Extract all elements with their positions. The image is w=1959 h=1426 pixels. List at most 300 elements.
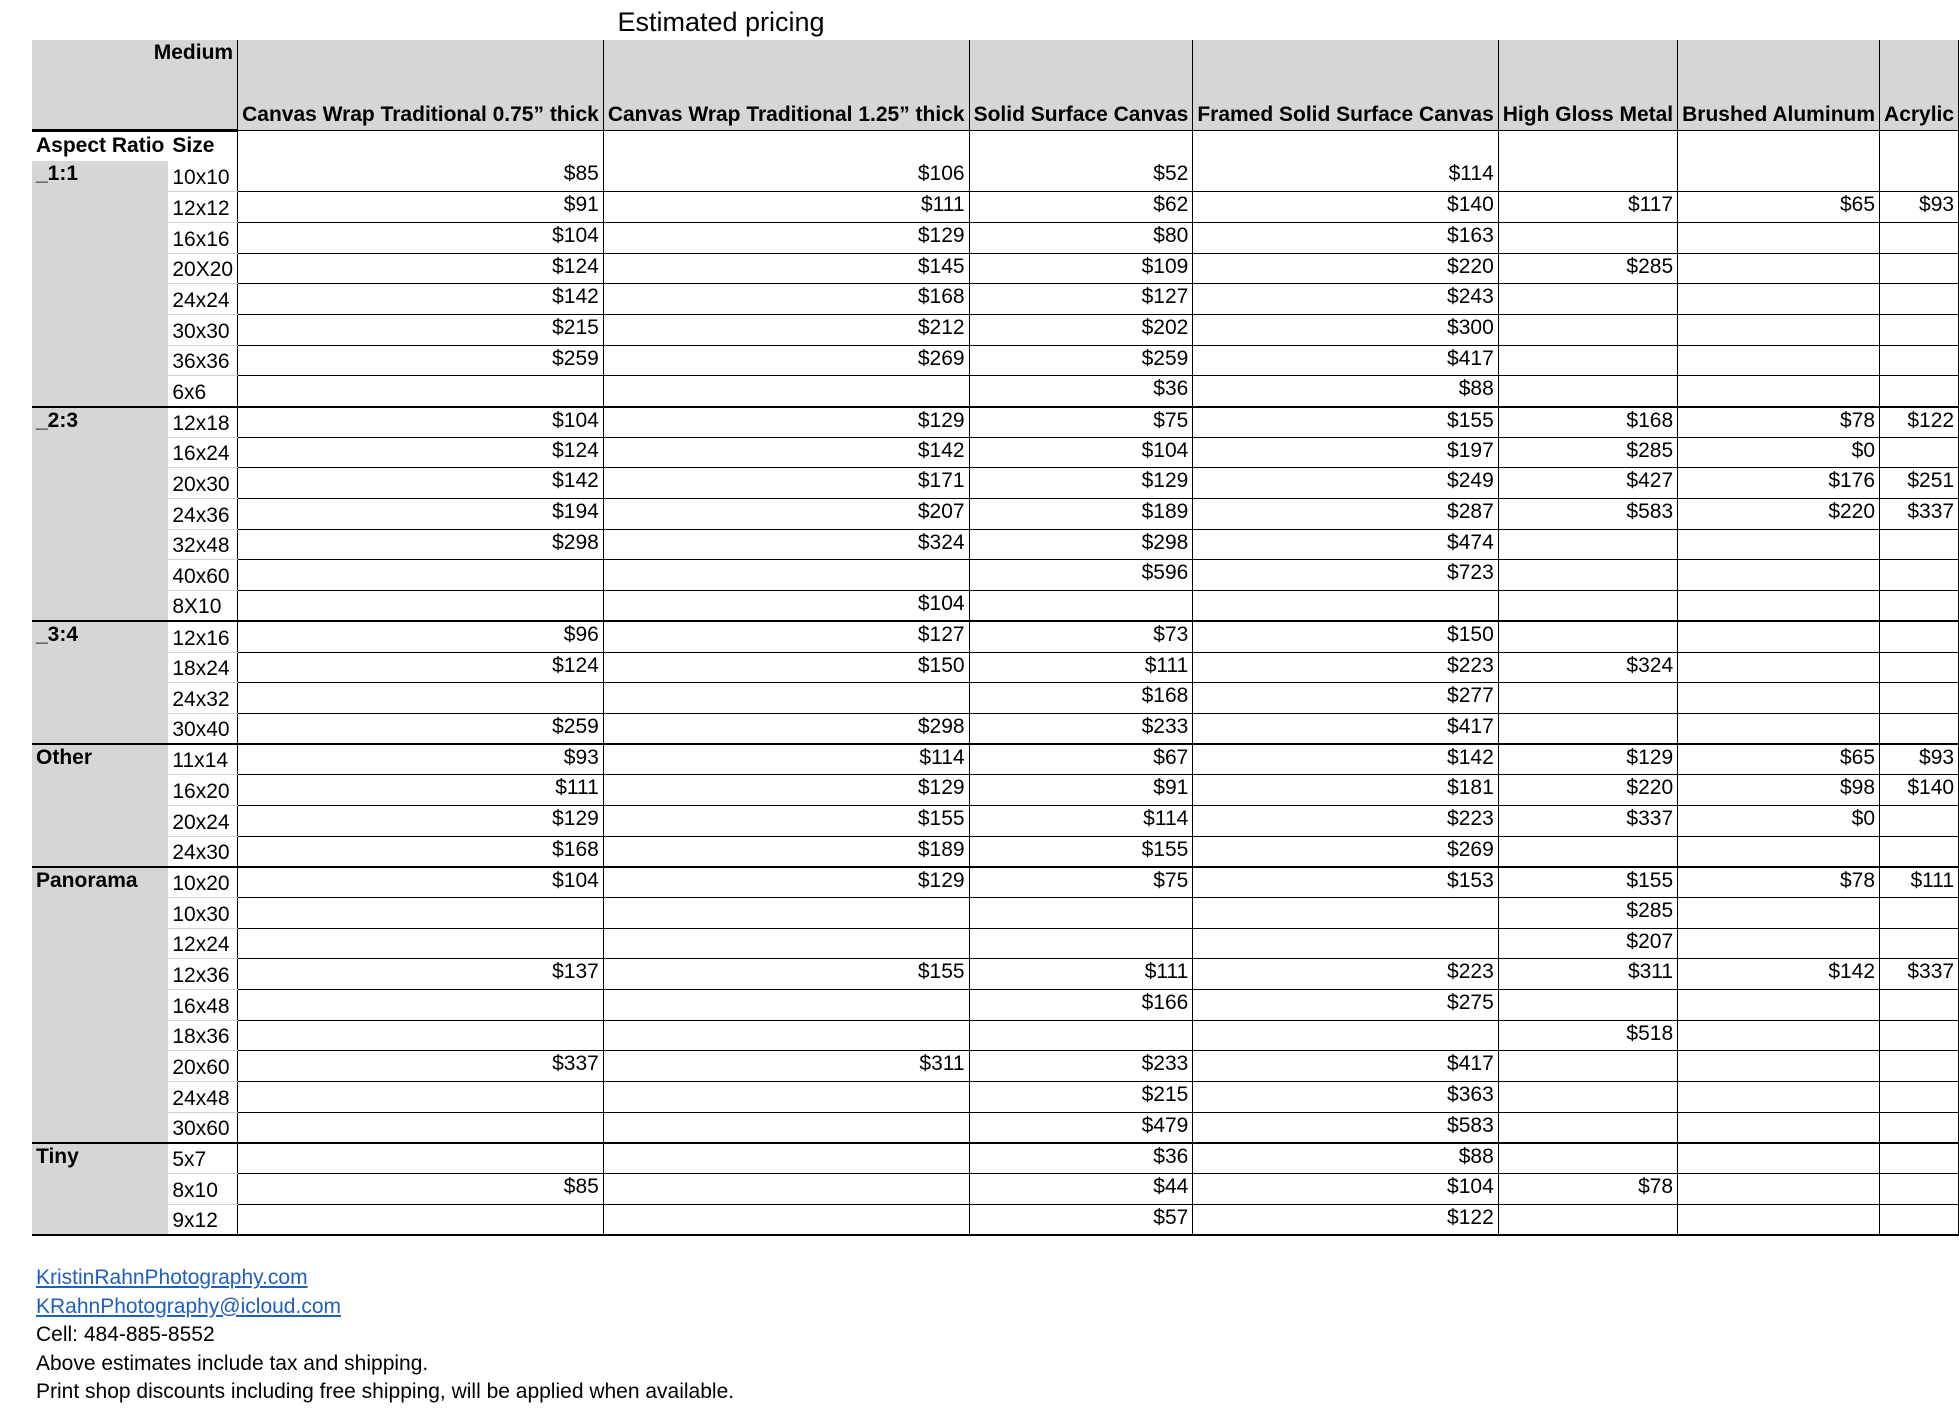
- price-cell-high-gloss-metal: $583: [1498, 499, 1677, 530]
- price-cell-brushed-aluminum: [1678, 529, 1880, 560]
- size-cell: 10x20: [168, 867, 237, 898]
- price-cell-canvas-wrap-125: [603, 898, 969, 929]
- column-header-acrylic: Acrylic: [1880, 40, 1959, 130]
- price-cell-brushed-aluminum: [1678, 1112, 1880, 1143]
- price-cell-brushed-aluminum: [1678, 1082, 1880, 1113]
- column-header-solid-surface-canvas: Solid Surface Canvas: [969, 40, 1193, 130]
- price-cell-canvas-wrap-075: $259: [238, 345, 604, 376]
- price-cell-canvas-wrap-075: $168: [238, 836, 604, 867]
- price-cell-brushed-aluminum: [1678, 652, 1880, 683]
- price-cell-solid-surface-canvas: $75: [969, 407, 1193, 438]
- size-cell: 20x60: [168, 1051, 237, 1082]
- price-cell-canvas-wrap-075: $104: [238, 407, 604, 438]
- size-cell: 24x48: [168, 1082, 237, 1113]
- size-cell: 24x30: [168, 836, 237, 867]
- size-cell: 24x24: [168, 284, 237, 315]
- empty-cell: [238, 130, 604, 161]
- price-cell-solid-surface-canvas: $111: [969, 652, 1193, 683]
- price-cell-framed-solid-surface: $275: [1193, 990, 1498, 1021]
- price-cell-high-gloss-metal: [1498, 1051, 1677, 1082]
- price-cell-acrylic: [1880, 1143, 1959, 1174]
- column-header-canvas-wrap-075: Canvas Wrap Traditional 0.75” thick: [238, 40, 604, 130]
- table-row: [32, 345, 1959, 376]
- price-cell-high-gloss-metal: $337: [1498, 805, 1677, 836]
- price-cell-brushed-aluminum: [1678, 284, 1880, 315]
- size-cell: 16x20: [168, 775, 237, 806]
- size-cell: 16x48: [168, 990, 237, 1021]
- price-cell-framed-solid-surface: $417: [1193, 1051, 1498, 1082]
- size-cell: 20X20: [168, 253, 237, 284]
- price-cell-canvas-wrap-125: $171: [603, 468, 969, 499]
- price-cell-canvas-wrap-075: $142: [238, 468, 604, 499]
- price-cell-canvas-wrap-125: [603, 1020, 969, 1051]
- page-title: Estimated pricing: [617, 7, 825, 37]
- price-cell-framed-solid-surface: $142: [1193, 744, 1498, 775]
- price-cell-brushed-aluminum: [1678, 376, 1880, 407]
- email-link[interactable]: KRahnPhotography@icloud.com: [36, 1294, 341, 1318]
- price-cell-solid-surface-canvas: $233: [969, 713, 1193, 744]
- table-row: [32, 1174, 1959, 1205]
- subheader-row: [32, 130, 1959, 161]
- price-cell-solid-surface-canvas: $155: [969, 836, 1193, 867]
- price-cell-brushed-aluminum: [1678, 1143, 1880, 1174]
- table-row: [32, 652, 1959, 683]
- price-cell-canvas-wrap-075: [238, 683, 604, 714]
- price-cell-solid-surface-canvas: $36: [969, 376, 1193, 407]
- price-cell-high-gloss-metal: [1498, 1204, 1677, 1235]
- price-cell-canvas-wrap-125: $189: [603, 836, 969, 867]
- size-cell: 12x12: [168, 192, 237, 223]
- price-cell-acrylic: $122: [1880, 407, 1959, 438]
- price-cell-high-gloss-metal: $168: [1498, 407, 1677, 438]
- price-cell-canvas-wrap-125: $114: [603, 744, 969, 775]
- price-cell-acrylic: $337: [1880, 959, 1959, 990]
- price-cell-solid-surface-canvas: $73: [969, 621, 1193, 652]
- price-cell-brushed-aluminum: [1678, 1204, 1880, 1235]
- table-row: [32, 253, 1959, 284]
- price-cell-framed-solid-surface: $153: [1193, 867, 1498, 898]
- size-cell: 36x36: [168, 345, 237, 376]
- price-cell-framed-solid-surface: $114: [1193, 161, 1498, 192]
- price-cell-high-gloss-metal: $311: [1498, 959, 1677, 990]
- table-row: [32, 192, 1959, 223]
- aspect-ratio-group-label: _3:4: [32, 621, 168, 744]
- price-cell-brushed-aluminum: $176: [1678, 468, 1880, 499]
- size-cell: 24x36: [168, 499, 237, 530]
- price-cell-high-gloss-metal: $285: [1498, 253, 1677, 284]
- price-cell-high-gloss-metal: [1498, 990, 1677, 1021]
- price-cell-canvas-wrap-125: $269: [603, 345, 969, 376]
- price-cell-canvas-wrap-125: $298: [603, 713, 969, 744]
- price-cell-canvas-wrap-075: $298: [238, 529, 604, 560]
- price-cell-solid-surface-canvas: $259: [969, 345, 1193, 376]
- medium-label: Medium: [32, 40, 238, 130]
- price-cell-acrylic: $111: [1880, 867, 1959, 898]
- price-cell-framed-solid-surface: $104: [1193, 1174, 1498, 1205]
- price-cell-canvas-wrap-075: [238, 560, 604, 591]
- size-cell: 9x12: [168, 1204, 237, 1235]
- price-cell-high-gloss-metal: $324: [1498, 652, 1677, 683]
- price-cell-brushed-aluminum: [1678, 345, 1880, 376]
- medium-header-row: [32, 40, 1959, 130]
- size-cell: 20x24: [168, 805, 237, 836]
- price-cell-framed-solid-surface: $249: [1193, 468, 1498, 499]
- price-cell-solid-surface-canvas: $104: [969, 437, 1193, 468]
- price-cell-solid-surface-canvas: $57: [969, 1204, 1193, 1235]
- table-row: [32, 867, 1959, 898]
- price-cell-solid-surface-canvas: $215: [969, 1082, 1193, 1113]
- price-cell-brushed-aluminum: $78: [1678, 867, 1880, 898]
- price-cell-canvas-wrap-125: $104: [603, 591, 969, 622]
- website-link[interactable]: KristinRahnPhotography.com: [36, 1266, 308, 1289]
- price-cell-acrylic: $337: [1880, 499, 1959, 530]
- table-row: [32, 683, 1959, 714]
- table-row: [32, 529, 1959, 560]
- price-cell-canvas-wrap-075: $111: [238, 775, 604, 806]
- price-cell-acrylic: [1880, 683, 1959, 714]
- size-cell: 10x10: [168, 161, 237, 192]
- aspect-ratio-group-label: _1:1: [32, 161, 168, 407]
- price-cell-brushed-aluminum: $0: [1678, 805, 1880, 836]
- price-cell-canvas-wrap-125: [603, 1204, 969, 1235]
- price-cell-canvas-wrap-075: [238, 376, 604, 407]
- size-cell: 11x14: [168, 744, 237, 775]
- price-cell-framed-solid-surface: $140: [1193, 192, 1498, 223]
- price-cell-acrylic: [1880, 437, 1959, 468]
- price-cell-acrylic: [1880, 345, 1959, 376]
- price-cell-framed-solid-surface: [1193, 591, 1498, 622]
- price-cell-solid-surface-canvas: [969, 591, 1193, 622]
- price-cell-brushed-aluminum: [1678, 1051, 1880, 1082]
- price-cell-brushed-aluminum: [1678, 683, 1880, 714]
- price-cell-canvas-wrap-075: $104: [238, 867, 604, 898]
- price-cell-solid-surface-canvas: $189: [969, 499, 1193, 530]
- price-cell-acrylic: [1880, 1020, 1959, 1051]
- price-cell-high-gloss-metal: [1498, 1082, 1677, 1113]
- price-cell-canvas-wrap-075: $124: [238, 437, 604, 468]
- price-cell-canvas-wrap-125: $129: [603, 775, 969, 806]
- price-cell-canvas-wrap-125: $311: [603, 1051, 969, 1082]
- table-row: [32, 713, 1959, 744]
- price-cell-solid-surface-canvas: $127: [969, 284, 1193, 315]
- price-cell-brushed-aluminum: [1678, 898, 1880, 929]
- price-cell-solid-surface-canvas: $91: [969, 775, 1193, 806]
- price-cell-brushed-aluminum: [1678, 1174, 1880, 1205]
- size-cell: 16x16: [168, 222, 237, 253]
- price-cell-high-gloss-metal: [1498, 621, 1677, 652]
- price-cell-brushed-aluminum: $142: [1678, 959, 1880, 990]
- price-cell-high-gloss-metal: $427: [1498, 468, 1677, 499]
- table-row: [32, 836, 1959, 867]
- column-header-framed-solid-surface: Framed Solid Surface Canvas: [1193, 40, 1498, 130]
- price-cell-canvas-wrap-075: [238, 928, 604, 959]
- price-cell-brushed-aluminum: [1678, 928, 1880, 959]
- price-cell-framed-solid-surface: $363: [1193, 1082, 1498, 1113]
- price-cell-brushed-aluminum: [1678, 253, 1880, 284]
- price-cell-framed-solid-surface: [1193, 1020, 1498, 1051]
- size-cell: 18x24: [168, 652, 237, 683]
- price-cell-canvas-wrap-075: $259: [238, 713, 604, 744]
- price-cell-framed-solid-surface: $243: [1193, 284, 1498, 315]
- price-cell-canvas-wrap-075: $104: [238, 222, 604, 253]
- price-cell-solid-surface-canvas: $80: [969, 222, 1193, 253]
- price-cell-framed-solid-surface: $223: [1193, 959, 1498, 990]
- price-cell-high-gloss-metal: $155: [1498, 867, 1677, 898]
- price-cell-high-gloss-metal: [1498, 591, 1677, 622]
- price-cell-canvas-wrap-125: [603, 1143, 969, 1174]
- discount-note: Print shop discounts including free shipping, will be applied when available.: [36, 1380, 735, 1404]
- price-cell-canvas-wrap-125: [603, 1112, 969, 1143]
- table-row: [32, 437, 1959, 468]
- size-label: Size: [172, 134, 215, 158]
- size-cell: 6x6: [168, 376, 237, 407]
- price-cell-framed-solid-surface: $277: [1193, 683, 1498, 714]
- price-cell-acrylic: [1880, 222, 1959, 253]
- price-cell-canvas-wrap-125: $142: [603, 437, 969, 468]
- price-cell-solid-surface-canvas: $75: [969, 867, 1193, 898]
- price-cell-acrylic: [1880, 805, 1959, 836]
- price-cell-solid-surface-canvas: $52: [969, 161, 1193, 192]
- price-cell-acrylic: $93: [1880, 744, 1959, 775]
- price-cell-acrylic: [1880, 1112, 1959, 1143]
- price-cell-canvas-wrap-075: [238, 1020, 604, 1051]
- price-cell-high-gloss-metal: $518: [1498, 1020, 1677, 1051]
- price-cell-high-gloss-metal: $129: [1498, 744, 1677, 775]
- size-cell: 8X10: [168, 591, 237, 622]
- price-cell-canvas-wrap-075: $194: [238, 499, 604, 530]
- price-cell-framed-solid-surface: [1193, 928, 1498, 959]
- tax-shipping-note: Above estimates include tax and shipping.: [36, 1351, 429, 1375]
- price-cell-framed-solid-surface: $474: [1193, 529, 1498, 560]
- price-cell-framed-solid-surface: $163: [1193, 222, 1498, 253]
- price-cell-solid-surface-canvas: $109: [969, 253, 1193, 284]
- price-cell-canvas-wrap-075: [238, 898, 604, 929]
- price-cell-brushed-aluminum: [1678, 1020, 1880, 1051]
- size-cell: 12x36: [168, 959, 237, 990]
- price-cell-canvas-wrap-075: [238, 591, 604, 622]
- price-cell-framed-solid-surface: $723: [1193, 560, 1498, 591]
- price-cell-canvas-wrap-075: $93: [238, 744, 604, 775]
- size-cell: 12x24: [168, 928, 237, 959]
- table-row: [32, 560, 1959, 591]
- aspect-ratio-group-label: Tiny: [32, 1143, 168, 1235]
- price-cell-acrylic: [1880, 529, 1959, 560]
- price-cell-high-gloss-metal: [1498, 161, 1677, 192]
- price-cell-canvas-wrap-075: $142: [238, 284, 604, 315]
- table-row: [32, 775, 1959, 806]
- price-cell-solid-surface-canvas: $67: [969, 744, 1193, 775]
- size-cell: 40x60: [168, 560, 237, 591]
- size-cell: 16x24: [168, 437, 237, 468]
- contact-footer: [36, 1264, 734, 1407]
- price-cell-acrylic: [1880, 1204, 1959, 1235]
- table-row: [32, 1020, 1959, 1051]
- price-cell-canvas-wrap-125: $106: [603, 161, 969, 192]
- price-cell-high-gloss-metal: [1498, 345, 1677, 376]
- price-cell-canvas-wrap-075: $124: [238, 652, 604, 683]
- price-cell-solid-surface-canvas: $202: [969, 314, 1193, 345]
- price-cell-framed-solid-surface: $300: [1193, 314, 1498, 345]
- size-cell: 18x36: [168, 1020, 237, 1051]
- price-cell-framed-solid-surface: $583: [1193, 1112, 1498, 1143]
- aspect-ratio-group-label: Other: [32, 744, 168, 867]
- price-cell-brushed-aluminum: $220: [1678, 499, 1880, 530]
- table-row: [32, 376, 1959, 407]
- price-cell-framed-solid-surface: $269: [1193, 836, 1498, 867]
- price-cell-canvas-wrap-125: $145: [603, 253, 969, 284]
- price-cell-high-gloss-metal: $220: [1498, 775, 1677, 806]
- table-row: [32, 928, 1959, 959]
- price-cell-solid-surface-canvas: [969, 928, 1193, 959]
- size-cell: 30x60: [168, 1112, 237, 1143]
- price-cell-brushed-aluminum: [1678, 836, 1880, 867]
- price-cell-acrylic: [1880, 928, 1959, 959]
- price-cell-canvas-wrap-125: $129: [603, 407, 969, 438]
- size-cell: 30x30: [168, 314, 237, 345]
- price-cell-acrylic: [1880, 713, 1959, 744]
- price-cell-high-gloss-metal: [1498, 1112, 1677, 1143]
- price-cell-canvas-wrap-125: $207: [603, 499, 969, 530]
- price-cell-acrylic: [1880, 314, 1959, 345]
- column-header-canvas-wrap-125: Canvas Wrap Traditional 1.25” thick: [603, 40, 969, 130]
- price-cell-solid-surface-canvas: $44: [969, 1174, 1193, 1205]
- price-cell-solid-surface-canvas: $111: [969, 959, 1193, 990]
- price-cell-acrylic: [1880, 161, 1959, 192]
- price-cell-high-gloss-metal: $117: [1498, 192, 1677, 223]
- price-cell-acrylic: $251: [1880, 468, 1959, 499]
- table-row: [32, 1204, 1959, 1235]
- price-cell-canvas-wrap-125: [603, 1174, 969, 1205]
- price-cell-acrylic: [1880, 284, 1959, 315]
- price-cell-brushed-aluminum: [1678, 621, 1880, 652]
- table-row: [32, 407, 1959, 438]
- price-cell-framed-solid-surface: $197: [1193, 437, 1498, 468]
- price-cell-solid-surface-canvas: $166: [969, 990, 1193, 1021]
- price-cell-brushed-aluminum: $98: [1678, 775, 1880, 806]
- price-cell-high-gloss-metal: [1498, 284, 1677, 315]
- size-cell: 8x10: [168, 1174, 237, 1205]
- price-cell-framed-solid-surface: $223: [1193, 652, 1498, 683]
- price-cell-solid-surface-canvas: $596: [969, 560, 1193, 591]
- price-cell-high-gloss-metal: [1498, 376, 1677, 407]
- cell-phone-text: Cell: 484-885-8552: [36, 1323, 215, 1347]
- table-row: [32, 314, 1959, 345]
- price-cell-framed-solid-surface: $88: [1193, 376, 1498, 407]
- price-cell-acrylic: $140: [1880, 775, 1959, 806]
- price-cell-canvas-wrap-075: $215: [238, 314, 604, 345]
- price-cell-brushed-aluminum: [1678, 713, 1880, 744]
- price-cell-solid-surface-canvas: $298: [969, 529, 1193, 560]
- price-cell-acrylic: [1880, 836, 1959, 867]
- price-cell-acrylic: $93: [1880, 192, 1959, 223]
- price-cell-high-gloss-metal: [1498, 222, 1677, 253]
- price-cell-brushed-aluminum: $0: [1678, 437, 1880, 468]
- price-cell-acrylic: [1880, 1051, 1959, 1082]
- table-row: [32, 1143, 1959, 1174]
- price-cell-canvas-wrap-075: $129: [238, 805, 604, 836]
- empty-cell: [603, 130, 969, 161]
- table-row: [32, 621, 1959, 652]
- table-row: [32, 161, 1959, 192]
- price-cell-canvas-wrap-075: $85: [238, 1174, 604, 1205]
- empty-cell: [969, 130, 1193, 161]
- aspect-ratio-group-label: _2:3: [32, 407, 168, 622]
- empty-cell: [1193, 130, 1498, 161]
- price-cell-acrylic: [1880, 560, 1959, 591]
- price-cell-canvas-wrap-125: $150: [603, 652, 969, 683]
- price-cell-canvas-wrap-125: [603, 683, 969, 714]
- price-cell-solid-surface-canvas: $479: [969, 1112, 1193, 1143]
- table-row: [32, 898, 1959, 929]
- price-cell-acrylic: [1880, 898, 1959, 929]
- price-cell-solid-surface-canvas: $62: [969, 192, 1193, 223]
- price-cell-high-gloss-metal: $78: [1498, 1174, 1677, 1205]
- price-cell-canvas-wrap-125: $127: [603, 621, 969, 652]
- table-row: [32, 1082, 1959, 1113]
- table-row: [32, 990, 1959, 1021]
- price-cell-high-gloss-metal: [1498, 713, 1677, 744]
- price-cell-canvas-wrap-125: $324: [603, 529, 969, 560]
- size-cell: 20x30: [168, 468, 237, 499]
- table-row: [32, 468, 1959, 499]
- price-cell-canvas-wrap-125: [603, 376, 969, 407]
- price-cell-framed-solid-surface: $155: [1193, 407, 1498, 438]
- price-cell-canvas-wrap-075: [238, 990, 604, 1021]
- price-cell-high-gloss-metal: [1498, 836, 1677, 867]
- price-cell-solid-surface-canvas: $114: [969, 805, 1193, 836]
- table-row: [32, 959, 1959, 990]
- pricing-table: [32, 40, 1959, 1236]
- price-cell-high-gloss-metal: [1498, 560, 1677, 591]
- price-cell-acrylic: [1880, 376, 1959, 407]
- size-cell: 5x7: [168, 1143, 237, 1174]
- price-cell-canvas-wrap-075: $85: [238, 161, 604, 192]
- price-cell-acrylic: [1880, 990, 1959, 1021]
- price-cell-framed-solid-surface: $417: [1193, 345, 1498, 376]
- price-cell-brushed-aluminum: $65: [1678, 192, 1880, 223]
- price-cell-framed-solid-surface: [1193, 898, 1498, 929]
- price-cell-canvas-wrap-075: $96: [238, 621, 604, 652]
- price-cell-canvas-wrap-125: $129: [603, 867, 969, 898]
- price-cell-solid-surface-canvas: $129: [969, 468, 1193, 499]
- pricing-table-body: [32, 161, 1959, 1235]
- empty-cell: [1880, 130, 1959, 161]
- price-cell-acrylic: [1880, 253, 1959, 284]
- price-cell-framed-solid-surface: $181: [1193, 775, 1498, 806]
- price-cell-high-gloss-metal: $285: [1498, 437, 1677, 468]
- price-cell-acrylic: [1880, 1174, 1959, 1205]
- aspect-ratio-group-label: Panorama: [32, 867, 168, 1143]
- price-cell-brushed-aluminum: $65: [1678, 744, 1880, 775]
- price-cell-high-gloss-metal: $207: [1498, 928, 1677, 959]
- price-cell-canvas-wrap-125: $155: [603, 805, 969, 836]
- column-header-high-gloss-metal: High Gloss Metal: [1498, 40, 1677, 130]
- price-cell-framed-solid-surface: $417: [1193, 713, 1498, 744]
- price-cell-acrylic: [1880, 591, 1959, 622]
- empty-cell: [1678, 130, 1880, 161]
- table-row: [32, 284, 1959, 315]
- size-cell: 12x18: [168, 407, 237, 438]
- price-cell-framed-solid-surface: $223: [1193, 805, 1498, 836]
- column-header-brushed-aluminum: Brushed Aluminum: [1678, 40, 1880, 130]
- table-row: [32, 1112, 1959, 1143]
- price-cell-brushed-aluminum: [1678, 560, 1880, 591]
- price-cell-canvas-wrap-075: [238, 1082, 604, 1113]
- size-cell: 10x30: [168, 898, 237, 929]
- price-cell-canvas-wrap-075: $337: [238, 1051, 604, 1082]
- price-cell-canvas-wrap-125: [603, 928, 969, 959]
- price-cell-framed-solid-surface: $150: [1193, 621, 1498, 652]
